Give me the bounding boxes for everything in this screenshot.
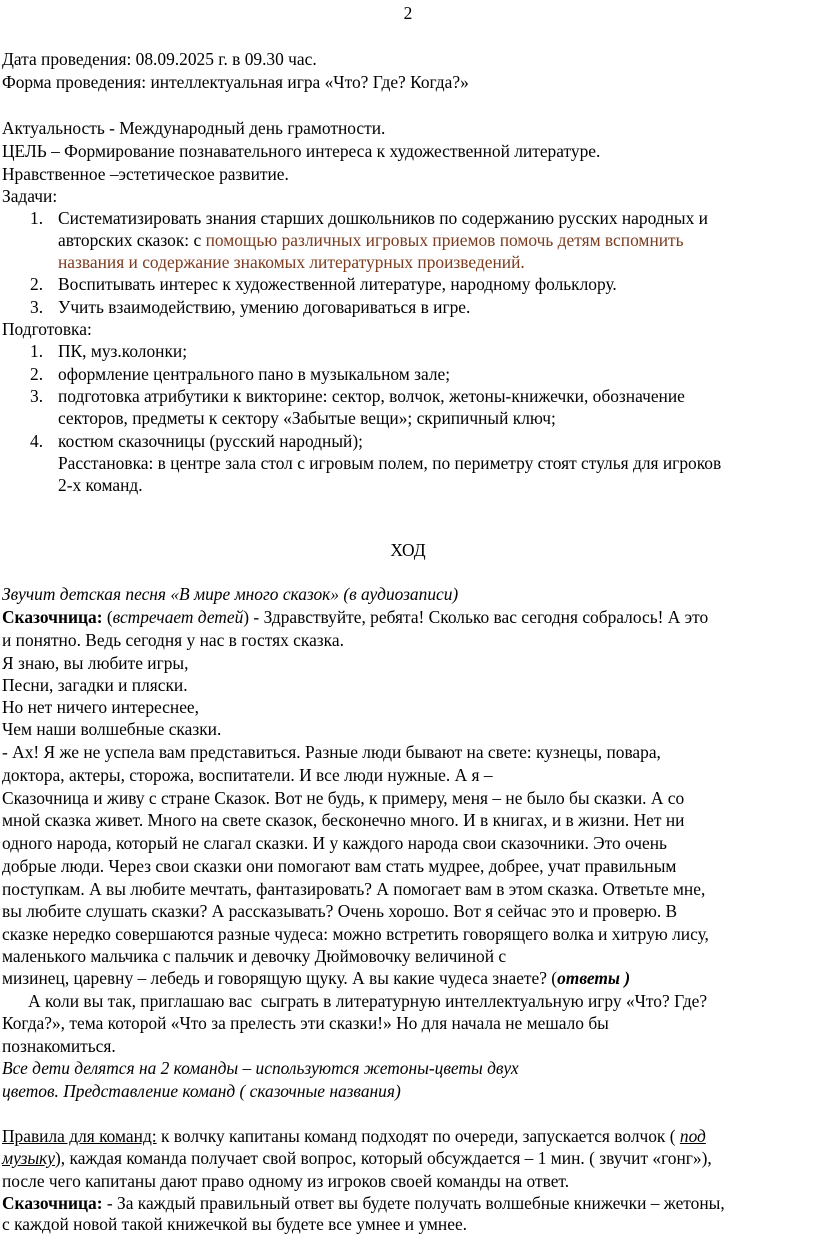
verse-line: Песни, загадки и пляски. <box>2 675 188 695</box>
list-item-line: 2-х команд. <box>58 475 143 495</box>
goal-line: ЦЕЛЬ – Формирование познавательного интереса к художественной литературе. <box>2 141 601 161</box>
paragraph-line: мной сказка живет. Много на свете сказок, бесконечно много. И в книгах, и в жизни. Нет ни <box>2 810 685 830</box>
list-item: костюм сказочницы (русский народный); <box>58 431 363 451</box>
teams-note: цветов. Представление команд ( сказочные названия) <box>2 1081 401 1101</box>
song-note: Звучит детская песня «В мире много сказок» (в аудиозаписи) <box>2 584 459 604</box>
paragraph-line: маленького мальчика с пальчик и девочку Дюймовочку величиной с <box>2 946 507 966</box>
speech-text: - За каждый правильный ответ вы будете получать волшебные книжечки – жетоны, <box>102 1193 725 1213</box>
paragraph-line: Сказочница и живу с стране Сказок. Вот не будь, к примеру, меня – не было бы сказки. А со <box>2 788 685 808</box>
paragraph-line: поступкам. А вы любите мечтать, фантазировать? А помогает вам в этом сказка. Ответьте мне, <box>2 879 706 899</box>
paragraph-line: - Ах! Я же не успела вам представиться. Разные люди бывают на свете: кузнецы, повара, <box>2 742 661 762</box>
verse-line: Я знаю, вы любите игры, <box>2 653 189 673</box>
list-item-text: авторских сказок: с <box>58 230 206 250</box>
rules-music-note: под <box>679 1126 706 1146</box>
rules-line <box>2 1126 812 1147</box>
list-marker: 2. <box>30 364 44 384</box>
rules-music-note: музыку <box>2 1148 56 1168</box>
list-item: Систематизировать знания старших дошкольников по содержанию русских народных и <box>58 208 708 228</box>
speech-text: ) - Здравствуйте, ребята! Сколько вас сегодня собралось! А это <box>243 607 709 627</box>
event-form: Форма проведения: интеллектуальная игра «Что? Где? Когда?» <box>2 72 469 92</box>
speaker-name: Сказочница: <box>2 607 103 627</box>
list-marker: 2. <box>30 274 44 294</box>
list-marker: 4. <box>30 431 44 451</box>
rules-text: ), каждая команда получает свой вопрос, который обсуждается – 1 мин. ( звучит «гонг»), <box>55 1148 712 1168</box>
section-title: ХОД <box>390 540 426 560</box>
list-item-line: Расстановка: в центре зала стол с игровым полем, по периметру стоят стулья для игроков <box>58 453 722 473</box>
list-item: ПК, муз.колонки; <box>58 341 188 361</box>
rules-label: Правила для команд: <box>2 1126 157 1146</box>
list-item-line: названия и содержание знакомых литературных произведений. <box>58 252 525 272</box>
speaker-name: Сказочница: <box>2 1193 103 1213</box>
list-item: Учить взаимодействию, умению договариваться в игре. <box>58 297 471 317</box>
paragraph-line: добрые люди. Через свои сказки они помогают вам стать мудрее, добрее, учат правильным <box>2 856 677 876</box>
list-marker: 1. <box>30 341 44 361</box>
list-item: Воспитывать интерес к художественной литературе, народному фольклору. <box>58 274 617 294</box>
paragraph-line: с каждой новой такой книжечкой вы будете все умнее и умнее. <box>2 1214 468 1234</box>
list-marker: 1. <box>30 208 44 228</box>
paragraph-line: доктора, актеры, сторожа, воспитатели. И все люди нужные. А я – <box>2 765 493 785</box>
verse-line: Но нет ничего интереснее, <box>2 697 199 717</box>
paragraph-line: Когда?», тема которой «Что за прелесть эти сказки!» Но для начала не мешало бы <box>2 1013 609 1033</box>
paren: ( <box>102 607 113 627</box>
tasks-label: Задачи: <box>2 186 58 206</box>
list-item: оформление центрального пано в музыкальном зале; <box>58 364 451 384</box>
paragraph-line <box>2 968 812 989</box>
relevance-line: Актуальность - Международный день грамотности. <box>2 118 386 138</box>
page-number: 2 <box>403 3 413 23</box>
paragraph-line: А коли вы так, приглашаю вас сыграть в литературную интеллектуальную игру «Что? Где? <box>2 991 708 1011</box>
paragraph-line: сказке нередко совершаются разные чудеса: можно встретить говорящего волка и хитрую лису, <box>2 924 709 944</box>
moral-line: Нравственное –эстетическое развитие. <box>2 164 289 184</box>
paragraph-line: одного народа, который не слагал сказки. И у каждого народа свои сказочники. Это очень <box>2 833 667 853</box>
paragraph-text: мизинец, царевну – лебедь и говорящую щуку. А вы какие чудеса знаете? ( <box>2 968 558 988</box>
stage-direction: ответы ) <box>557 968 631 988</box>
storyteller-line <box>2 607 812 628</box>
verse-line: Чем наши волшебные сказки. <box>2 719 222 739</box>
rules-line: после чего капитаны дают право одному из игроков своей команды на ответ. <box>2 1171 570 1191</box>
list-marker: 3. <box>30 297 44 317</box>
teams-note: Все дети делятся на 2 команды – используются жетоны-цветы двух <box>2 1058 519 1078</box>
rules-text: к волчку капитаны команд подходят по очереди, запускается волчок ( <box>156 1126 680 1146</box>
prep-label: Подготовка: <box>2 319 92 339</box>
stage-direction: встречает детей <box>112 607 244 627</box>
event-date: Дата проведения: 08.09.2025 г. в 09.30 час. <box>2 49 317 69</box>
paragraph-line: и понятно. Ведь сегодня у нас в гостях сказка. <box>2 630 344 650</box>
list-item: подготовка атрибутики к викторине: сектор, волчок, жетоны-книжечки, обозначение <box>58 386 685 406</box>
list-item-highlight: помощью различных игровых приемов помочь детям вспомнить <box>205 230 684 250</box>
paragraph-line: вы любите слушать сказки? А рассказывать? Очень хорошо. Вот я сейчас это и проверю. В <box>2 901 678 921</box>
list-item-line <box>58 230 812 251</box>
list-marker: 3. <box>30 386 44 406</box>
storyteller-line <box>2 1193 812 1214</box>
rules-line <box>2 1148 812 1169</box>
paragraph-line: познакомиться. <box>2 1036 116 1056</box>
list-item-line: секторов, предметы к сектору «Забытые вещи»; скрипичный ключ; <box>58 408 556 428</box>
